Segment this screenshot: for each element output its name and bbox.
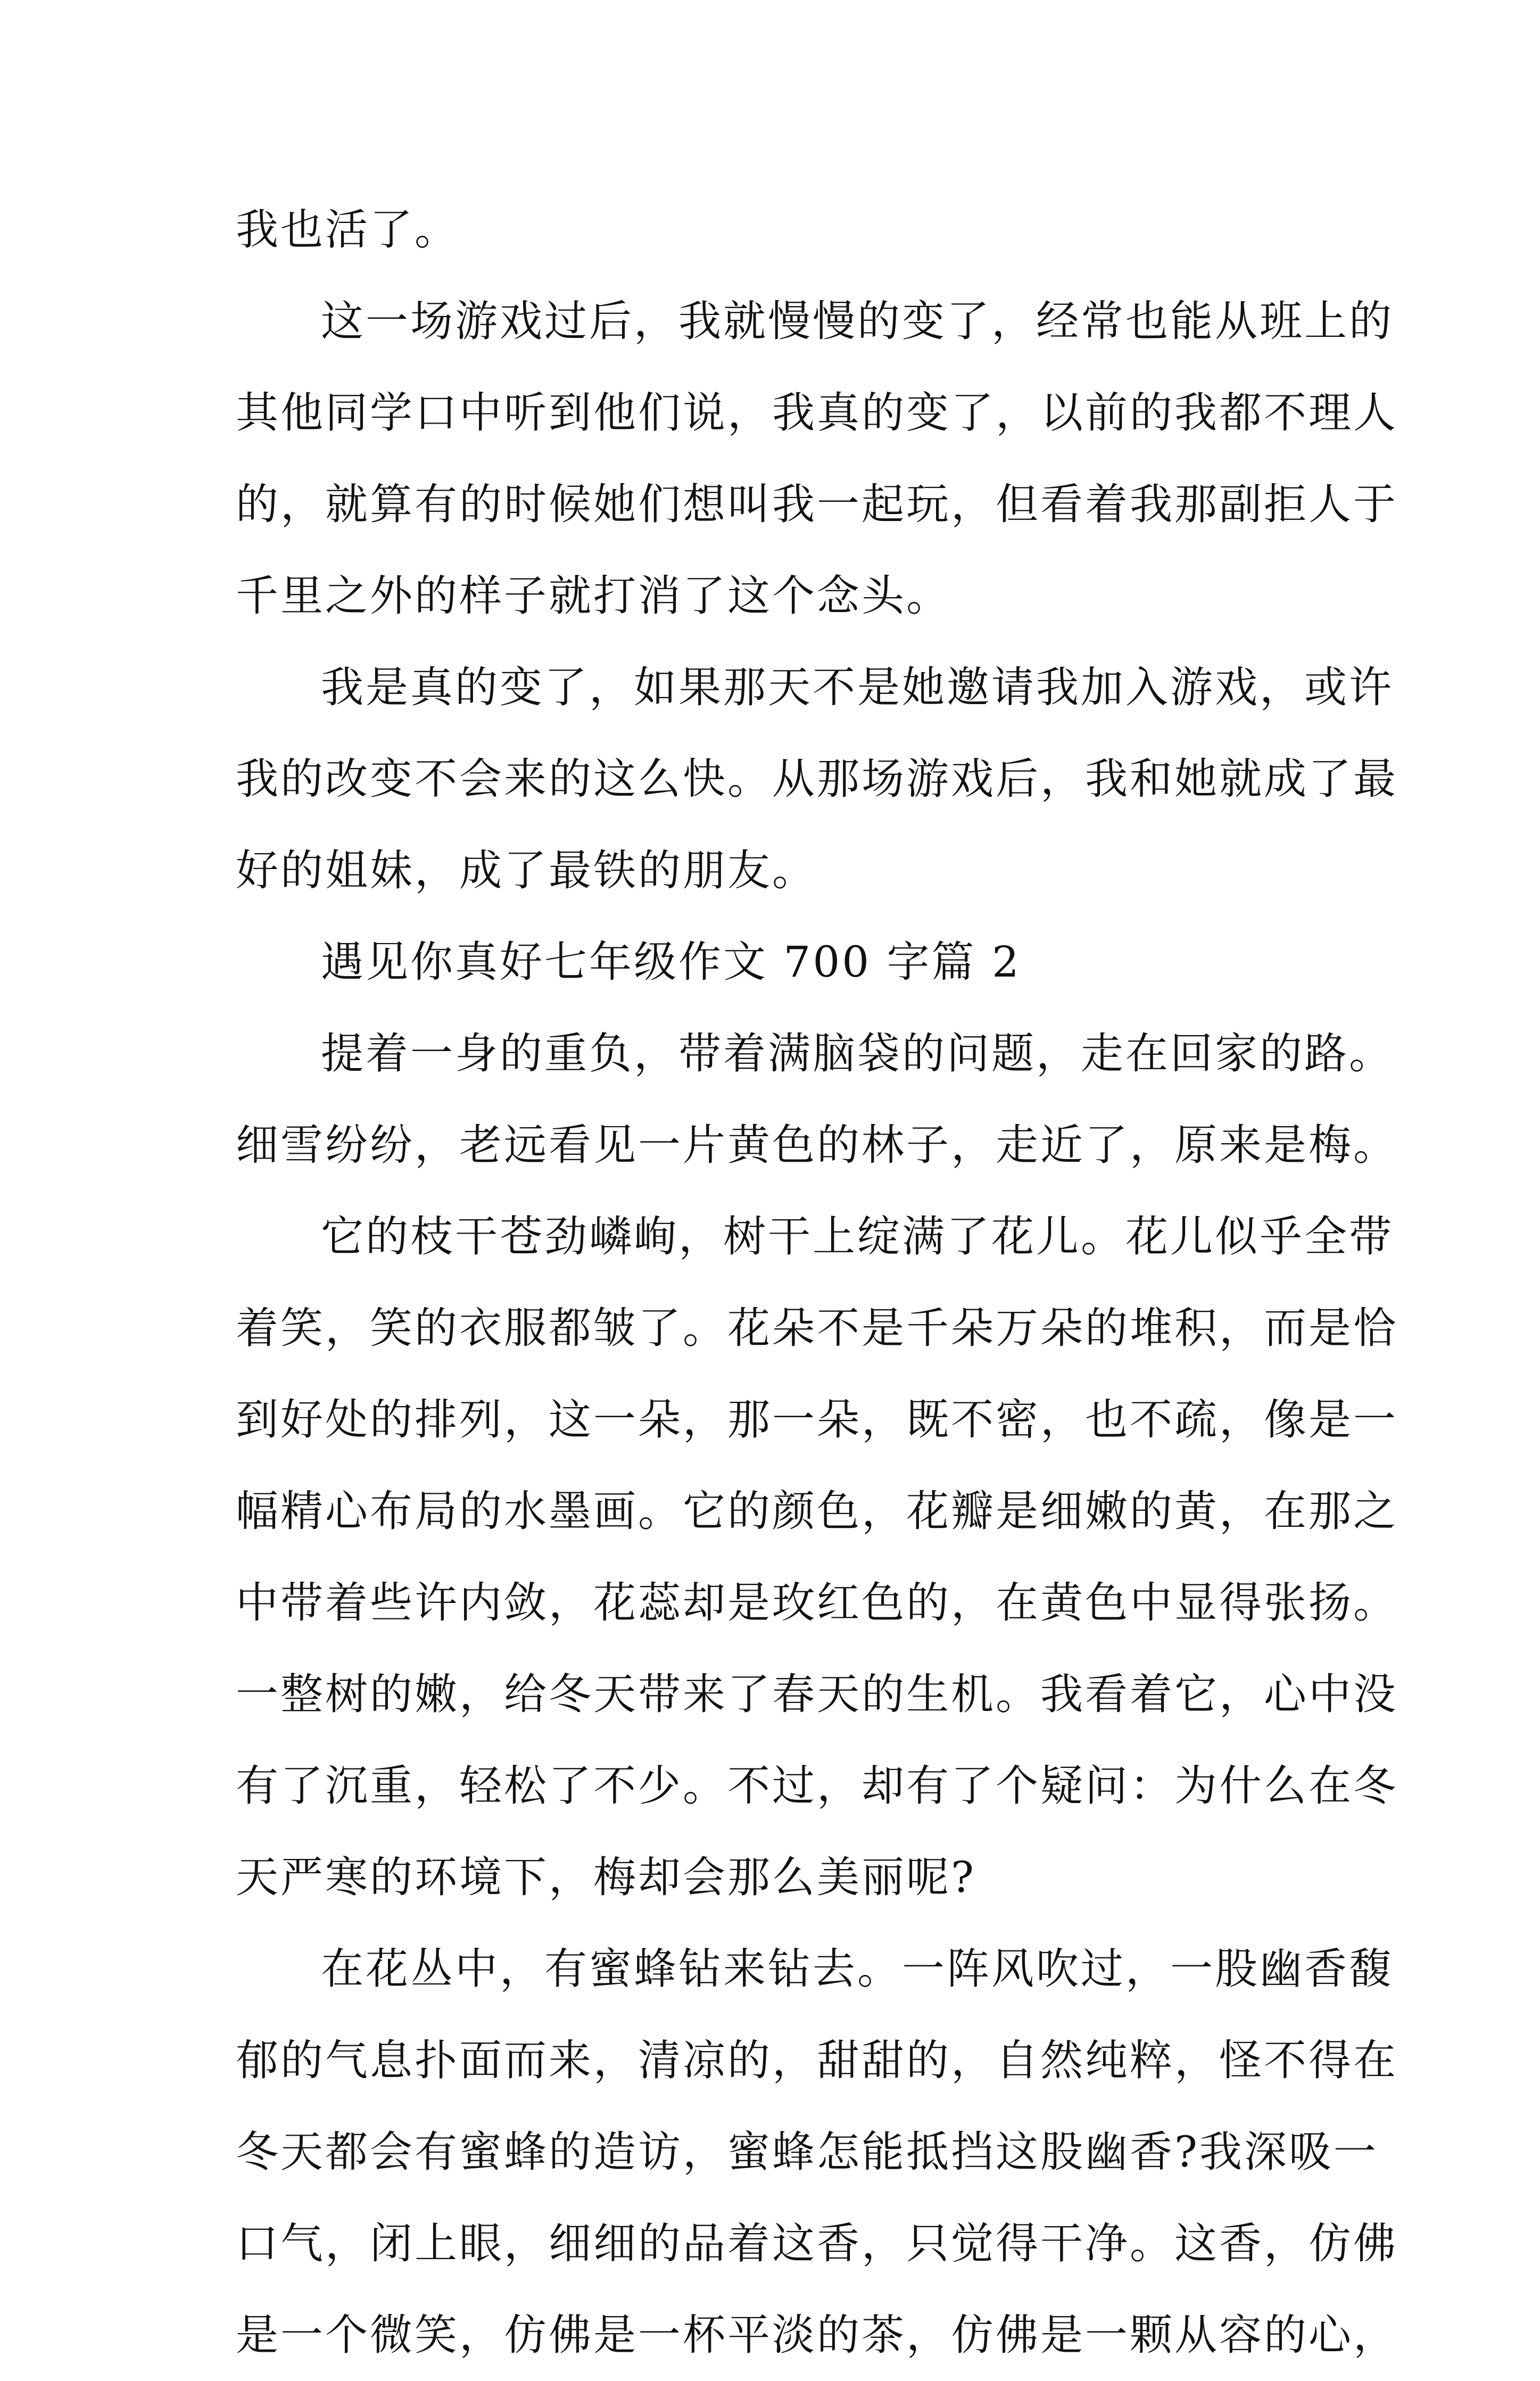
text-line: 中带着些许内敛，花蕊却是玫红色的，在黄色中显得张扬。 (236, 1578, 1398, 1627)
text-line: 在花丛中，有蜜蜂钻来钻去。一阵风吹过，一股幽香馥 (321, 1944, 1394, 1994)
text-line: 天严寒的环境下，梅却会那么美丽呢? (236, 1853, 976, 1902)
text-line: 其他同学口中听到他们说，我真的变了，以前的我都不理人 (236, 388, 1398, 437)
text-line: 是一个微笑，仿佛是一杯平淡的茶，仿佛是一颗从容的心， (236, 2310, 1398, 2360)
text-line: 我也活了。 (236, 205, 459, 254)
section-heading: 遇见你真好七年级作文 700 字篇 2 (321, 937, 1021, 987)
text-line: 提着一身的重负，带着满脑袋的问题，走在回家的路。 (321, 1029, 1394, 1078)
text-line: 这一场游戏过后，我就慢慢的变了，经常也能从班上的 (321, 296, 1394, 346)
text-line: 好的姐妹，成了最铁的朋友。 (236, 846, 817, 895)
text-line: 郁的气息扑面而来，清凉的，甜甜的，自然纯粹，怪不得在 (236, 2036, 1398, 2085)
text-line: 幅精心布局的水墨画。它的颜色，花瓣是细嫩的黄，在那之 (236, 1486, 1398, 1536)
essay-body (236, 184, 1398, 2381)
text-line: 着笑，笑的衣服都皱了。花朵不是千朵万朵的堆积，而是恰 (236, 1303, 1398, 1353)
text-line: 我是真的变了，如果那天不是她邀请我加入游戏，或许 (321, 663, 1394, 712)
text-line: 一整树的嫩，给冬天带来了春天的生机。我看着它，心中没 (236, 1669, 1398, 1719)
text-line: 的，就算有的时候她们想叫我一起玩，但看着我那副拒人于 (236, 479, 1398, 529)
text-line: 到好处的排列，这一朵，那一朵，既不密，也不疏，像是一 (236, 1395, 1398, 1444)
text-line: 它的枝干苍劲嶙峋，树干上绽满了花儿。花儿似乎全带 (321, 1212, 1394, 1261)
text-line: 口气，闭上眼，细细的品着这香，只觉得干净。这香，仿佛 (236, 2219, 1398, 2268)
text-line: 千里之外的样子就打消了这个念头。 (236, 571, 951, 621)
text-line: 我的改变不会来的这么快。从那场游戏后，我和她就成了最 (236, 754, 1398, 804)
text-line: 冬天都会有蜜蜂的造访，蜜蜂怎能抵挡这股幽香?我深吸一 (236, 2127, 1378, 2177)
text-line: 细雪纷纷，老远看见一片黄色的林子，走近了，原来是梅。 (236, 1120, 1398, 1170)
text-line: 有了沉重，轻松了不少。不过，却有了个疑问：为什么在冬 (236, 1761, 1398, 1810)
